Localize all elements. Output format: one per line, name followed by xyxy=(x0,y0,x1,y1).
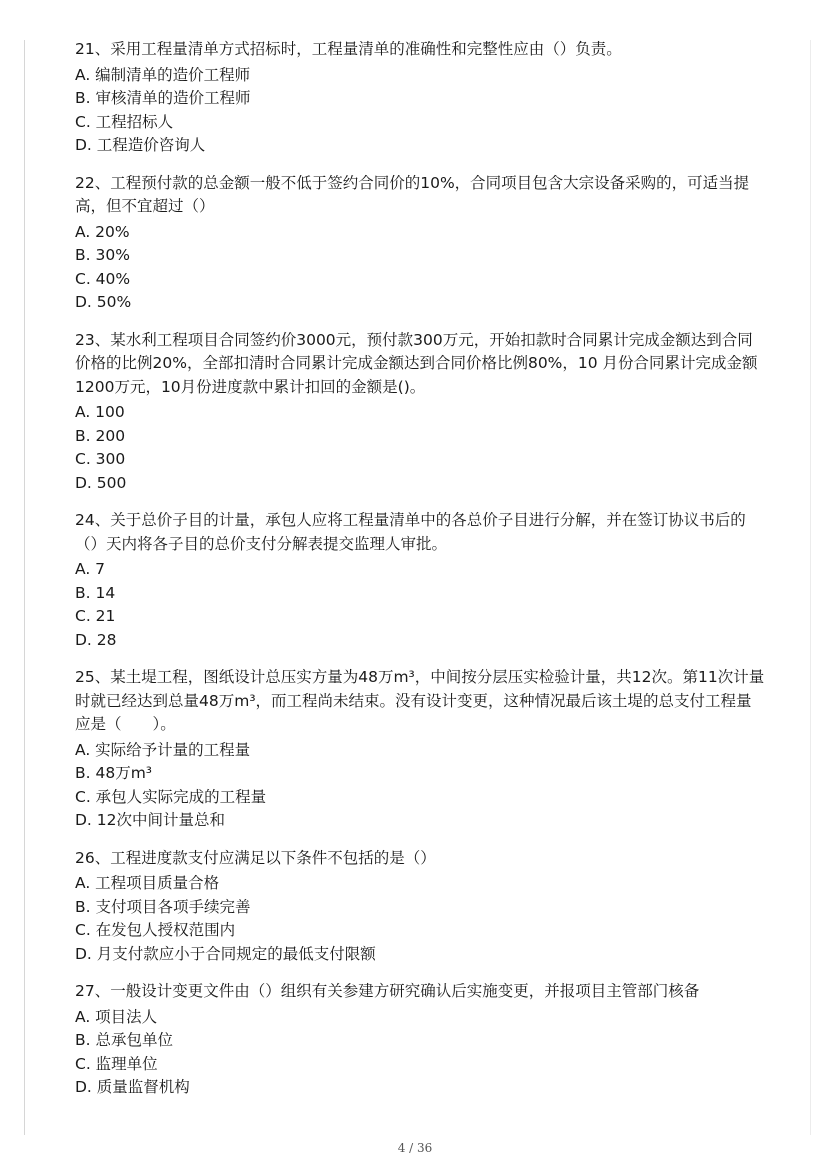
question-25 xyxy=(75,666,765,833)
question-text: 21、采用工程量清单方式招标时，工程量清单的准确性和完整性应由（）负责。 xyxy=(75,40,622,58)
question-26 xyxy=(75,847,765,967)
question-text: 26、工程进度款支付应满足以下条件不包括的是（） xyxy=(75,848,436,867)
option-c: C. 工程招标人 xyxy=(75,112,174,131)
option-a: A. 项目法人 xyxy=(75,1007,158,1026)
option-b: B. 200 xyxy=(75,426,126,445)
question-text: 24、关于总价子目的计量，承包人应将工程量清单中的各总价子目进行分解，并在签订协议书后的（）天内将各子目的总价支付分解表提交监理人审批。 xyxy=(75,511,746,553)
option-c: C. 300 xyxy=(75,450,126,468)
question-text: 23、某水利工程项目合同签约价3000元，预付款300万元，开始扣款时合同累计完成金额达到合同价格的比例20%，全部扣清时合同累计完成金额达到合同价格比例80%，10 月份合同累计完成金额1200万元，10月份进度款中累计扣回的金额是()。 xyxy=(75,330,758,396)
option-c: C. 承包人实际完成的工程量 xyxy=(75,787,267,806)
question-text: 27、一般设计变更文件由（）组织有关参建方研究确认后实施变更，并报项目主管部门核备 xyxy=(75,982,700,1000)
question-24 xyxy=(75,509,765,652)
option-a: A. 实际给予计量的工程量 xyxy=(75,740,251,759)
option-a: A. 7 xyxy=(75,560,106,578)
option-list xyxy=(75,1006,765,1100)
option-b: B. 30% xyxy=(75,246,130,264)
page-number: 4 / 36 xyxy=(397,1141,433,1155)
option-d: D. 500 xyxy=(75,473,127,492)
question-text: 22、工程预付款的总金额一般不低于签约合同价的10%，合同项目包含大宗设备采购的，可适当提高，但不宜超过（） xyxy=(75,173,750,215)
option-c: C. 21 xyxy=(75,607,116,625)
option-d: D. 月支付款应小于合同规定的最低支付限额 xyxy=(75,944,376,963)
option-a: A. 100 xyxy=(75,403,125,421)
option-c: C. 40% xyxy=(75,269,131,288)
option-a: A. 工程项目质量合格 xyxy=(75,874,220,892)
option-b: B. 支付项目各项手续完善 xyxy=(75,897,251,916)
option-d: D. 28 xyxy=(75,630,117,649)
option-b: B. 总承包单位 xyxy=(75,1031,173,1049)
option-list xyxy=(75,872,765,966)
option-list xyxy=(75,401,765,495)
option-a: A. 编制清单的造价工程师 xyxy=(75,65,251,84)
page-right-border xyxy=(810,40,811,1135)
option-a: A. 20% xyxy=(75,222,130,241)
question-23 xyxy=(75,329,765,496)
question-text: 25、某土堤工程，图纸设计总压实方量为48万m³，中间按分层压实检验计量，共12次。第11次计量时就已经达到总量48万m³，而工程尚未结束。没有设计变更，这种情况最后该土堤的总支付工程量应是（ ）。 xyxy=(75,668,765,733)
option-b: B. 14 xyxy=(75,583,116,602)
option-list xyxy=(75,558,765,652)
option-b: B. 48万m³ xyxy=(75,764,153,782)
question-21 xyxy=(75,38,765,158)
question-list xyxy=(75,38,765,1114)
option-list xyxy=(75,221,765,315)
option-d: D. 12次中间计量总和 xyxy=(75,811,226,829)
option-d: D. 质量监督机构 xyxy=(75,1078,190,1096)
question-22 xyxy=(75,172,765,315)
question-27 xyxy=(75,980,765,1100)
option-list xyxy=(75,739,765,833)
option-d: D. 50% xyxy=(75,293,132,311)
option-d: D. 工程造价咨询人 xyxy=(75,136,206,154)
page-left-border xyxy=(24,40,25,1135)
option-c: C. 在发包人授权范围内 xyxy=(75,921,236,939)
option-b: B. 审核清单的造价工程师 xyxy=(75,89,251,107)
option-c: C. 监理单位 xyxy=(75,1054,158,1073)
option-list xyxy=(75,64,765,158)
